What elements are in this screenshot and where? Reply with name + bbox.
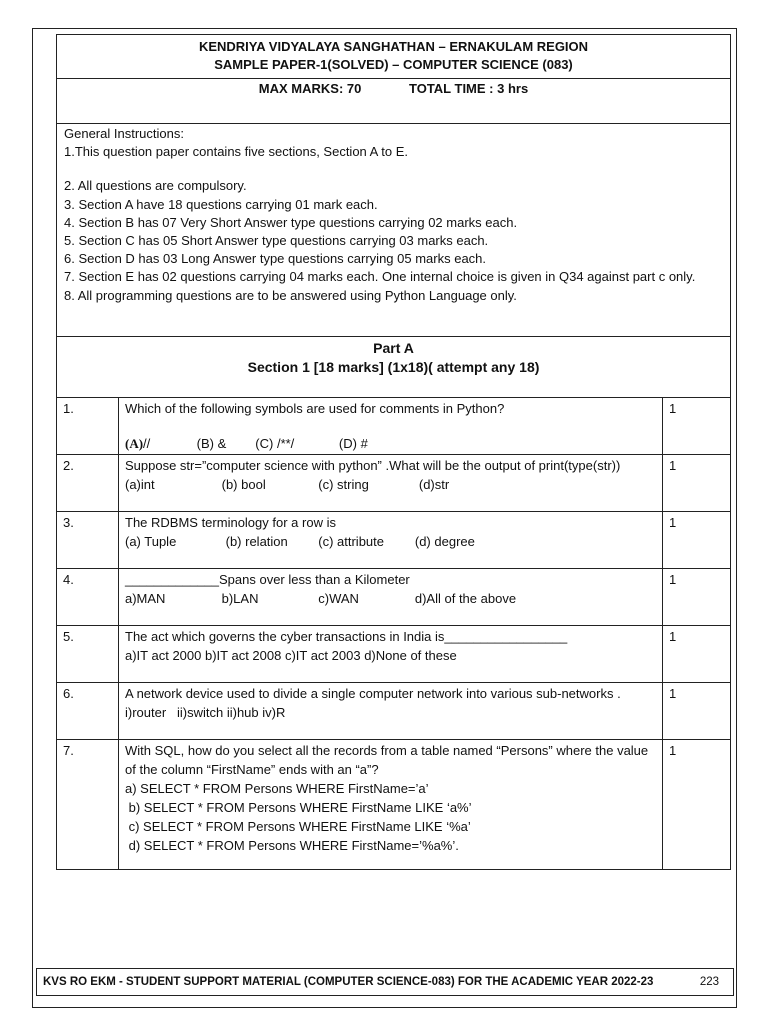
question-marks: 1 [663,455,731,512]
instruction-item: 4. Section B has 07 Very Short Answer type questions carrying 02 marks each. [64,214,518,230]
question-text [119,569,663,626]
instruction-item: 7. Section E has 02 questions carrying 04 marks each. One internal choice is given in Q34 against part c only. [64,269,696,285]
question-number: 3. [57,512,119,569]
question-stem: Suppose str=”computer science with python” .What will be the output of print(type(str)) [125,458,621,473]
option-a: // [143,436,151,451]
question-number: 6. [57,683,119,740]
marks-row [56,78,731,123]
question-options [125,589,656,608]
table-row [57,455,731,512]
question-text [119,455,663,512]
question-marks: 1 [663,626,731,683]
total-time: TOTAL TIME : 3 hrs [409,81,529,96]
question-stem: Which of the following symbols are used for comments in Python? [125,401,505,416]
question-stem: The act which governs the cyber transactions in India is_________________ [125,629,568,644]
option-b: (B) & [196,436,227,451]
option-b: b) SELECT * FROM Persons WHERE FirstName LIKE ‘a%’ [125,800,472,815]
paper-header [56,34,731,78]
question-text [119,683,663,740]
option-c: (c) string [318,477,369,492]
option-c: c) SELECT * FROM Persons WHERE FirstName LIKE ‘%a’ [125,819,471,834]
question-number: 5. [57,626,119,683]
question-text [119,740,663,870]
paper-title: SAMPLE PAPER-1(SOLVED) – COMPUTER SCIENCE (083) [214,57,573,72]
instruction-item: 1.This question paper contains five sections, Section A to E. [64,144,408,160]
option-a: a) SELECT * FROM Persons WHERE FirstName=’a’ [125,781,429,796]
max-marks: MAX MARKS: 70 [258,81,362,96]
page-footer [36,968,734,996]
question-text [119,398,663,455]
option-c: c)WAN [318,591,359,606]
option-a: (a)int [125,477,155,492]
question-number: 1. [57,398,119,455]
question-number: 4. [57,569,119,626]
option-d: d) SELECT * FROM Persons WHERE FirstName=’%a%’. [125,838,459,853]
table-row [57,398,731,455]
option-b: b)LAN [221,591,259,606]
instruction-item: 3. Section A have 18 questions carrying 01 mark each. [64,196,378,212]
question-number: 2. [57,455,119,512]
question-options [125,475,656,494]
option-a: a)MAN [125,591,166,606]
question-marks: 1 [663,683,731,740]
option-d: d)All of the above [414,591,517,606]
general-instructions [56,123,731,336]
option-b: (b) bool [221,477,266,492]
instruction-item: 6. Section D has 03 Long Answer type questions carrying 05 marks each. [64,251,487,267]
question-text [119,626,663,683]
question-number: 7. [57,740,119,870]
table-row [57,626,731,683]
option-a: (a) Tuple [125,534,177,549]
instructions-title: General Instructions: [64,126,184,141]
option-d: (d) degree [414,534,475,549]
table-row [57,512,731,569]
option-c: (C) /**/ [255,436,295,451]
part-title: Part A [373,340,414,356]
table-row [57,569,731,626]
instruction-item: 2. All questions are compulsory. [64,178,247,194]
school-title: KENDRIYA VIDYALAYA SANGHATHAN – ERNAKULAM REGION [198,39,589,54]
question-marks: 1 [663,569,731,626]
section-title: Section 1 [18 marks] (1x18)( attempt any 18) [247,359,540,375]
option-c: (c) attribute [318,534,384,549]
question-options [125,434,656,453]
option-d: (D) # [338,436,368,451]
footer-text: KVS RO EKM - STUDENT SUPPORT MATERIAL (COMPUTER SCIENCE-083) FOR THE ACADEMIC YEAR 2022-23 [43,976,654,988]
question-stem: A network device used to divide a single computer network into various sub-networks . i)router ii)switch ii)hub iv)R [125,686,636,720]
option-a-label: (A) [125,436,144,451]
instruction-item: 5. Section C has 05 Short Answer type questions carrying 03 marks each. [64,233,489,249]
questions-table [56,397,731,870]
instruction-item: 8. All programming questions are to be answered using Python Language only. [64,287,517,303]
question-marks: 1 [663,512,731,569]
question-stem: The RDBMS terminology for a row is [125,515,336,530]
question-options [125,532,656,551]
part-heading [56,336,731,397]
page-number: 223 [699,976,719,988]
table-row [57,740,731,870]
question-text [119,512,663,569]
option-b: (b) relation [225,534,288,549]
question-stem: _____________Spans over less than a Kilometer [125,572,410,587]
question-options: a)IT act 2000 b)IT act 2008 c)IT act 2003 d)None of these [125,648,457,663]
question-marks: 1 [663,740,731,870]
question-marks: 1 [663,398,731,455]
table-row [57,683,731,740]
question-stem: With SQL, how do you select all the records from a table named “Persons” where the value of the column “FirstName” ends with an “a”? [125,743,649,777]
option-d: (d)str [418,477,450,492]
